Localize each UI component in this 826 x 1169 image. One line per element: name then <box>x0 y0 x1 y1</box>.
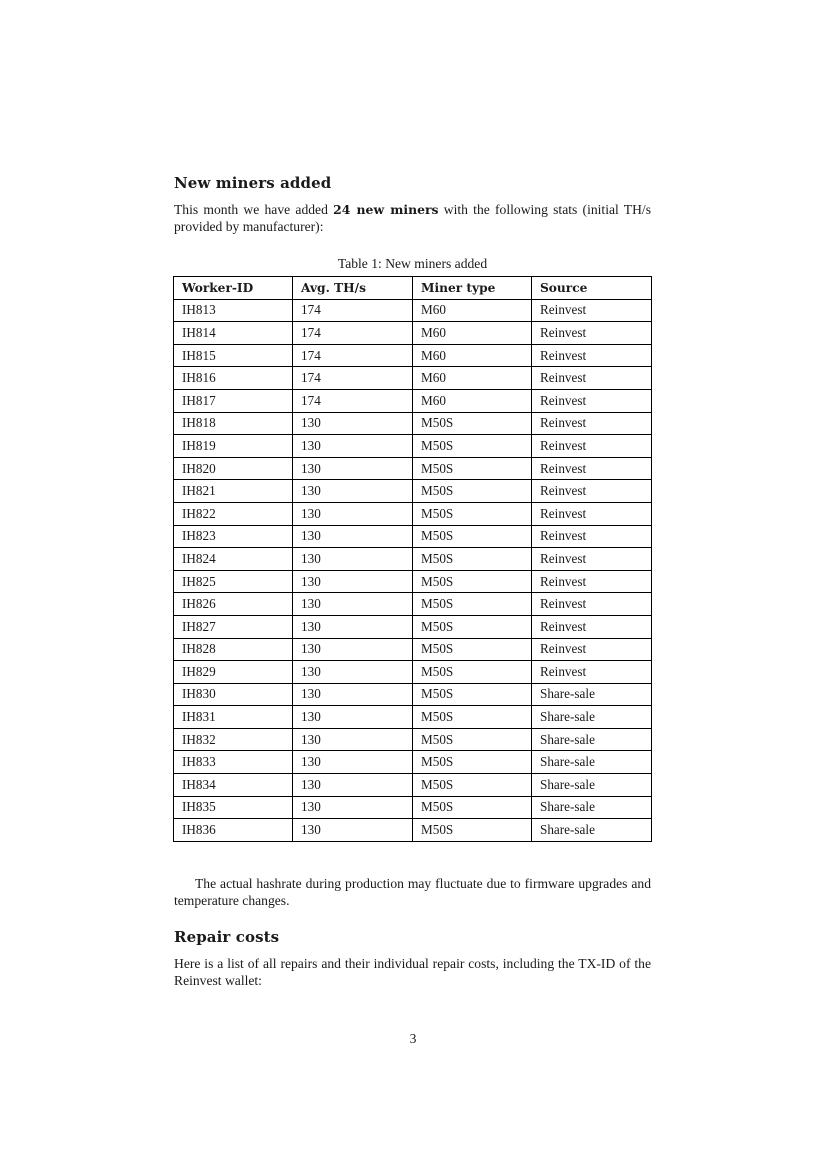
table-row <box>174 751 652 774</box>
table-cell: Reinvest <box>532 615 652 638</box>
table-row <box>174 796 652 819</box>
table-cell: 174 <box>293 299 413 322</box>
table-row <box>174 322 652 345</box>
table-cell: Share-sale <box>532 751 652 774</box>
table-row <box>174 593 652 616</box>
column-header: Miner type <box>413 277 532 300</box>
table-row <box>174 480 652 503</box>
table-cell: M60 <box>413 367 532 390</box>
table-cell: IH830 <box>174 683 293 706</box>
table-cell: M50S <box>413 819 532 842</box>
repair-costs-intro: Here is a list of all repairs and their individual repair costs, including the TX-ID of the Reinvest wallet: <box>174 956 651 988</box>
table-cell: 174 <box>293 389 413 412</box>
table-cell: Share-sale <box>532 706 652 729</box>
table-cell: IH813 <box>174 299 293 322</box>
table-cell: IH827 <box>174 615 293 638</box>
table-row <box>174 502 652 525</box>
table-row <box>174 728 652 751</box>
table-cell: 130 <box>293 457 413 480</box>
table-cell: M50S <box>413 683 532 706</box>
table-cell: 130 <box>293 638 413 661</box>
table-cell: IH831 <box>174 706 293 729</box>
section-title-new-miners: New miners added <box>174 174 332 192</box>
new-miners-table <box>173 276 652 842</box>
table-row <box>174 412 652 435</box>
table-cell: M50S <box>413 728 532 751</box>
table-body <box>174 299 652 841</box>
table-cell: Reinvest <box>532 570 652 593</box>
table-cell: 130 <box>293 661 413 684</box>
table-header-row <box>174 277 652 300</box>
table-cell: IH833 <box>174 751 293 774</box>
table-cell: Share-sale <box>532 774 652 797</box>
table-row <box>174 570 652 593</box>
table-cell: Reinvest <box>532 389 652 412</box>
table-cell: IH822 <box>174 502 293 525</box>
table-row <box>174 299 652 322</box>
table-cell: Reinvest <box>532 344 652 367</box>
table-cell: IH828 <box>174 638 293 661</box>
table-cell: 174 <box>293 367 413 390</box>
table-cell: 130 <box>293 706 413 729</box>
table-cell: IH815 <box>174 344 293 367</box>
table-cell: 130 <box>293 819 413 842</box>
table-cell: M50S <box>413 593 532 616</box>
table-cell: IH819 <box>174 435 293 458</box>
table-cell: Share-sale <box>532 683 652 706</box>
table-cell: Reinvest <box>532 638 652 661</box>
hashrate-note: The actual hashrate during production may fluctuate due to firmware upgrades and temperature changes. <box>174 876 651 908</box>
table-row <box>174 661 652 684</box>
table-row <box>174 389 652 412</box>
table-cell: M50S <box>413 435 532 458</box>
table-cell: 130 <box>293 480 413 503</box>
table-caption: Table 1: New miners added <box>337 256 488 271</box>
table-row <box>174 683 652 706</box>
table-cell: 130 <box>293 412 413 435</box>
table-cell: M50S <box>413 774 532 797</box>
table-row <box>174 525 652 548</box>
table-cell: IH826 <box>174 593 293 616</box>
table-cell: Reinvest <box>532 457 652 480</box>
table-cell: M50S <box>413 615 532 638</box>
table-cell: Reinvest <box>532 593 652 616</box>
table-cell: M50S <box>413 457 532 480</box>
column-header: Worker-ID <box>174 277 293 300</box>
table-row <box>174 638 652 661</box>
table-cell: 130 <box>293 525 413 548</box>
table-row <box>174 819 652 842</box>
table-row <box>174 615 652 638</box>
table-cell: M60 <box>413 299 532 322</box>
page-number: 3 <box>409 1031 417 1046</box>
table-cell: 130 <box>293 593 413 616</box>
intro-highlight: 24 new miners <box>333 202 439 217</box>
table-cell: M60 <box>413 344 532 367</box>
table-cell: M50S <box>413 502 532 525</box>
table-cell: Reinvest <box>532 299 652 322</box>
table-cell: IH816 <box>174 367 293 390</box>
table-cell: 130 <box>293 615 413 638</box>
table-cell: M50S <box>413 525 532 548</box>
table-cell: IH823 <box>174 525 293 548</box>
table-cell: 130 <box>293 683 413 706</box>
table-cell: IH821 <box>174 480 293 503</box>
table-cell: 130 <box>293 570 413 593</box>
section-title-repair-costs: Repair costs <box>174 928 280 946</box>
table-cell: 130 <box>293 548 413 571</box>
table-cell: IH835 <box>174 796 293 819</box>
table-row <box>174 344 652 367</box>
table-cell: Reinvest <box>532 322 652 345</box>
column-header: Avg. TH/s <box>293 277 413 300</box>
table-cell: IH820 <box>174 457 293 480</box>
table-cell: M60 <box>413 322 532 345</box>
table-row <box>174 435 652 458</box>
table-cell: 130 <box>293 728 413 751</box>
table-row <box>174 548 652 571</box>
table-row <box>174 706 652 729</box>
table-cell: M50S <box>413 796 532 819</box>
table-cell: M50S <box>413 638 532 661</box>
table-cell: IH814 <box>174 322 293 345</box>
table-cell: M50S <box>413 706 532 729</box>
table-cell: Reinvest <box>532 412 652 435</box>
table-cell: M50S <box>413 480 532 503</box>
table-cell: 130 <box>293 774 413 797</box>
table-cell: Share-sale <box>532 796 652 819</box>
table-row <box>174 774 652 797</box>
intro-text-start: This month we have added <box>174 202 334 217</box>
table-cell: IH836 <box>174 819 293 842</box>
table-cell: Reinvest <box>532 548 652 571</box>
table-cell: 130 <box>293 751 413 774</box>
table-cell: M60 <box>413 389 532 412</box>
table-cell: IH829 <box>174 661 293 684</box>
table-cell: Share-sale <box>532 728 652 751</box>
table-cell: IH818 <box>174 412 293 435</box>
table-cell: IH834 <box>174 774 293 797</box>
table-cell: M50S <box>413 412 532 435</box>
table-cell: Reinvest <box>532 435 652 458</box>
table-cell: M50S <box>413 570 532 593</box>
table-cell: IH832 <box>174 728 293 751</box>
table-cell: Reinvest <box>532 502 652 525</box>
table-cell: 130 <box>293 796 413 819</box>
new-miners-intro <box>174 201 651 235</box>
table-cell: M50S <box>413 661 532 684</box>
table-row <box>174 367 652 390</box>
table-cell: M50S <box>413 548 532 571</box>
table-cell: Reinvest <box>532 661 652 684</box>
intro-text-end: with the following stats (initial TH/s provided by manufacturer): <box>174 202 651 234</box>
table-cell: Reinvest <box>532 525 652 548</box>
table-cell: 130 <box>293 502 413 525</box>
table-cell: IH825 <box>174 570 293 593</box>
table-cell: Reinvest <box>532 480 652 503</box>
table-cell: 130 <box>293 435 413 458</box>
table-cell: 174 <box>293 322 413 345</box>
table-cell: IH824 <box>174 548 293 571</box>
table-cell: Share-sale <box>532 819 652 842</box>
table-cell: M50S <box>413 751 532 774</box>
table-row <box>174 457 652 480</box>
table-cell: IH817 <box>174 389 293 412</box>
table-cell: Reinvest <box>532 367 652 390</box>
table-cell: 174 <box>293 344 413 367</box>
column-header: Source <box>532 277 652 300</box>
